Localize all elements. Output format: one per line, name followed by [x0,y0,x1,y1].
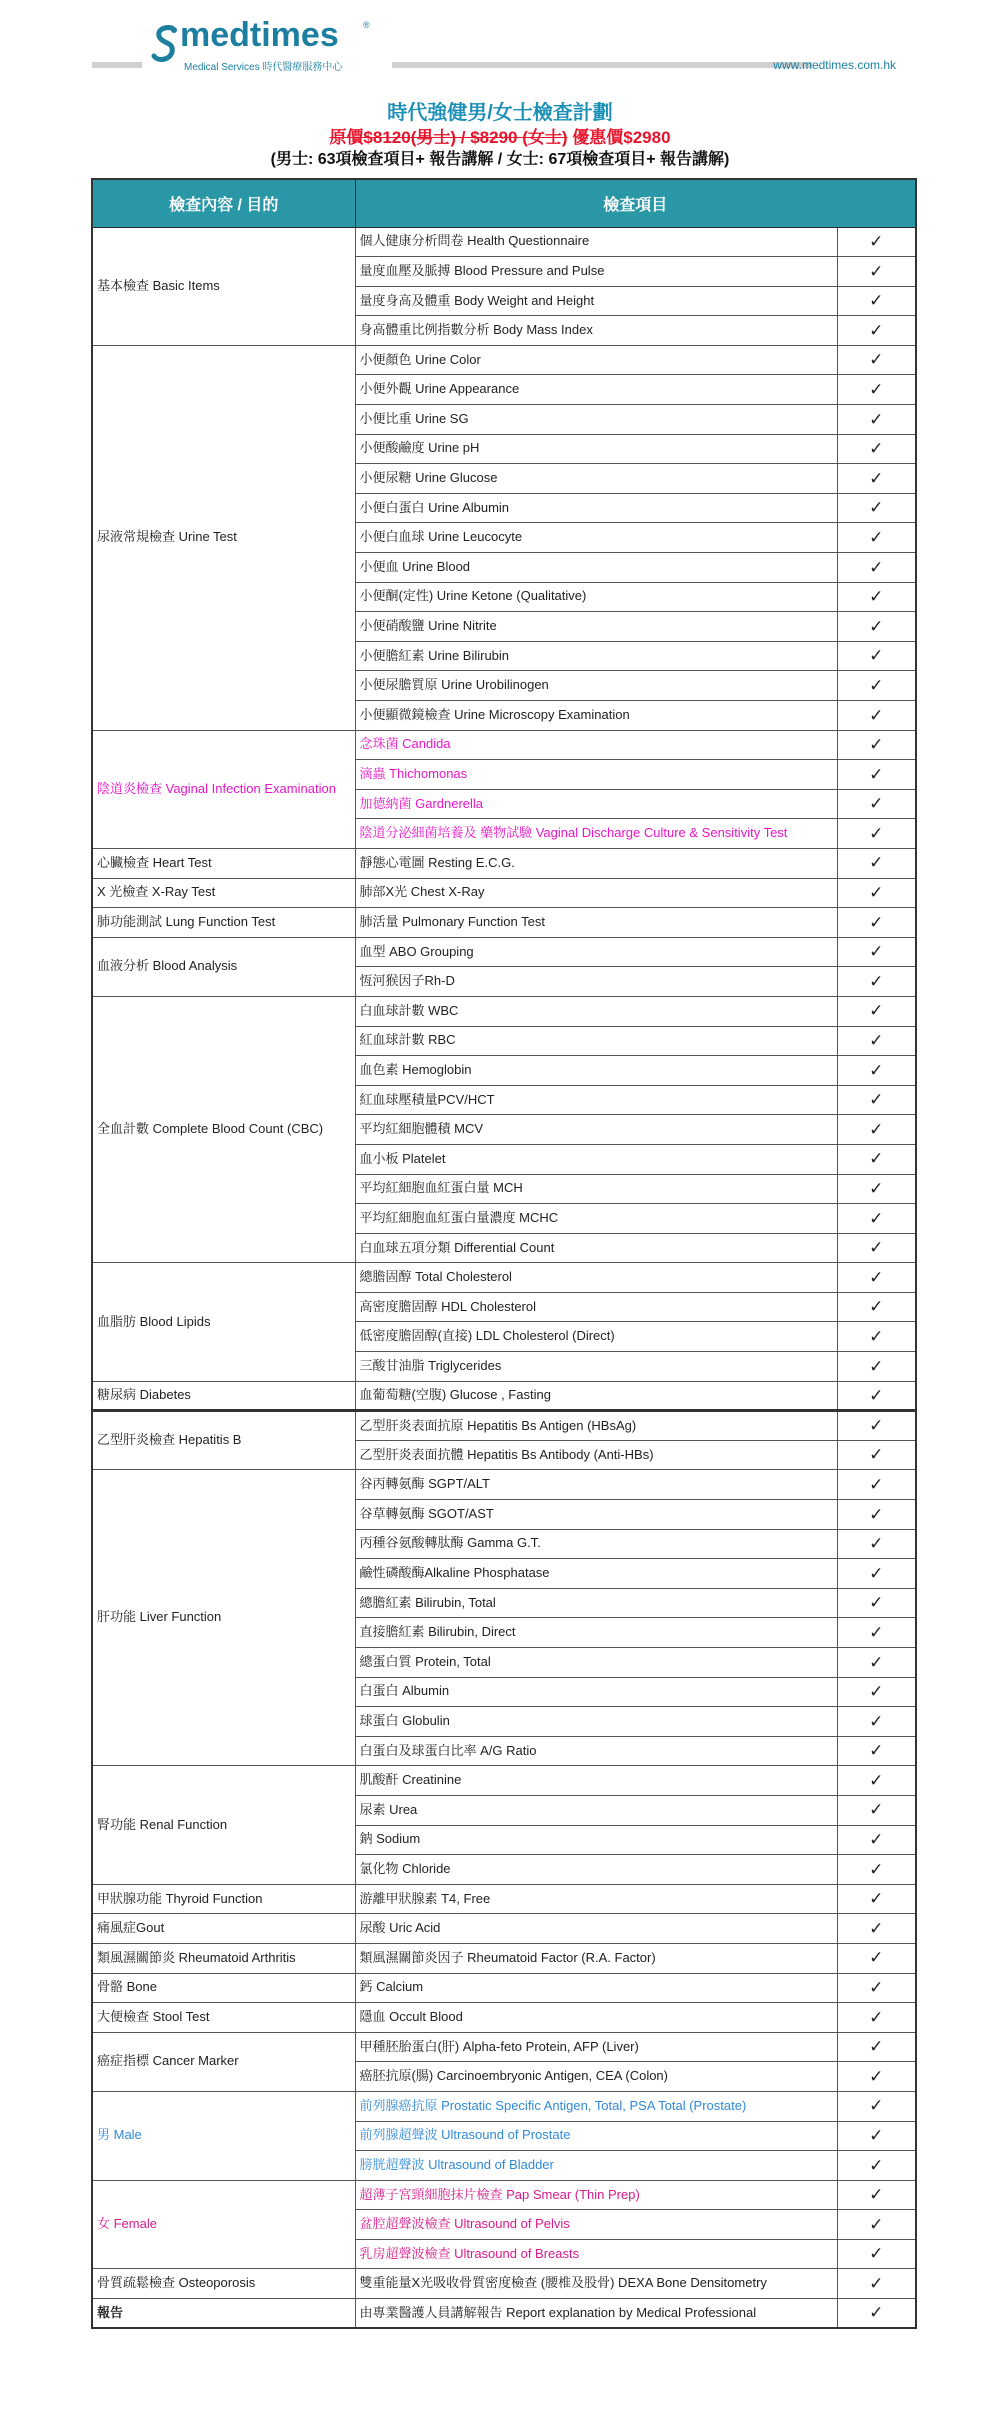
table-body [92,227,916,2328]
checkmark-icon: ✓ [837,2269,916,2299]
check-item-cell: 小便外觀 Urine Appearance [355,375,837,405]
checkmark-icon: ✓ [837,1529,916,1559]
checkmark-icon: ✓ [837,1470,916,1500]
checkmark-icon: ✓ [837,996,916,1026]
check-item-cell: 甲種胚胎蛋白(肝) Alpha-feto Protein, AFP (Liver) [355,2032,837,2062]
checkmark-icon: ✓ [837,2299,916,2329]
table-row [92,848,916,878]
checkmark-icon: ✓ [837,434,916,464]
table-row [92,1766,916,1796]
check-item-cell: 個人健康分析問卷 Health Questionnaire [355,227,837,257]
checkmark-icon: ✓ [837,701,916,731]
check-item-cell: 血色素 Hemoglobin [355,1056,837,1086]
check-item-cell: 血型 ABO Grouping [355,937,837,967]
checkmark-icon: ✓ [837,1292,916,1322]
table-row [92,996,916,1026]
original-price: 原價$8120(男士) / $8290 (女士) [329,128,568,147]
check-item-cell: 鹼性磷酸酶Alkaline Phosphatase [355,1559,837,1589]
checkmark-icon: ✓ [837,2210,916,2240]
check-item-cell: 由專業醫護人員講解報告 Report explanation by Medical Professional [355,2299,837,2329]
checkmark-icon: ✓ [837,1115,916,1145]
check-item-cell: 小便白血球 Urine Leucocyte [355,523,837,553]
checkmark-icon: ✓ [837,1144,916,1174]
checkmark-icon: ✓ [837,1943,916,1973]
table-row [92,1411,916,1441]
check-item-cell: 小便尿膽質原 Urine Urobilinogen [355,671,837,701]
check-item-cell: 直接膽紅素 Bilirubin, Direct [355,1618,837,1648]
check-item-cell: 加德納菌 Gardnerella [355,789,837,819]
check-item-cell: 高密度膽固醇 HDL Cholesterol [355,1292,837,1322]
checkmark-icon: ✓ [837,819,916,849]
check-item-cell: 前列腺癌抗原 Prostatic Specific Antigen, Total, PSA Total (Prostate) [355,2091,837,2121]
category-cell: 骨骼 Bone [92,1973,355,2003]
check-item-cell: 尿酸 Uric Acid [355,1914,837,1944]
category-cell: 男 Male [92,2091,355,2180]
check-item-cell: 隱血 Occult Blood [355,2003,837,2033]
header-rule-left [92,62,142,68]
check-item-cell: 乙型肝炎表面抗原 Hepatitis Bs Antigen (HBsAg) [355,1411,837,1441]
checkmark-icon: ✓ [837,789,916,819]
checkmark-icon: ✓ [837,405,916,435]
category-cell: 心臟檢查 Heart Test [92,848,355,878]
table-row [92,1973,916,2003]
check-item-cell: 鈉 Sodium [355,1825,837,1855]
checkmark-icon: ✓ [837,1973,916,2003]
check-item-cell: 游離甲狀腺素 T4, Free [355,1884,837,1914]
checkmark-icon: ✓ [837,908,916,938]
checkmark-icon: ✓ [837,1263,916,1293]
checkmark-icon: ✓ [837,2180,916,2210]
check-item-cell: 小便血 Urine Blood [355,553,837,583]
checkmark-icon: ✓ [837,1648,916,1678]
check-item-cell: 總蛋白質 Protein, Total [355,1648,837,1678]
check-item-cell: 氯化物 Chloride [355,1855,837,1885]
table-row [92,1381,916,1411]
check-item-cell: 小便酮(定性) Urine Ketone (Qualitative) [355,582,837,612]
check-item-cell: 尿素 Urea [355,1795,837,1825]
check-item-cell: 白蛋白 Albumin [355,1677,837,1707]
check-item-cell: 谷丙轉氨酶 SGPT/ALT [355,1470,837,1500]
category-cell: 基本檢查 Basic Items [92,227,355,345]
check-item-cell: 肺活量 Pulmonary Function Test [355,908,837,938]
table-row [92,2299,916,2329]
check-item-cell: 白血球五項分類 Differential Count [355,1233,837,1263]
check-item-cell: 三酸甘油脂 Triglycerides [355,1352,837,1382]
check-item-cell: 恆河猴因子Rh-D [355,967,837,997]
category-cell: 全血計數 Complete Blood Count (CBC) [92,996,355,1262]
table-header-row [92,179,916,227]
table-row [92,1884,916,1914]
check-item-cell: 前列腺超聲波 Ultrasound of Prostate [355,2121,837,2151]
check-item-cell: 超薄子宮頸細胞抹片檢查 Pap Smear (Thin Prep) [355,2180,837,2210]
checkmark-icon: ✓ [837,1085,916,1115]
checkmark-icon: ✓ [837,227,916,257]
category-cell: 血液分析 Blood Analysis [92,937,355,996]
category-cell: 報告 [92,2299,355,2329]
category-cell: 腎功能 Renal Function [92,1766,355,1884]
page-header [92,16,952,78]
table-row [92,1263,916,1293]
category-cell: 痛風症Gout [92,1914,355,1944]
table-row [92,1470,916,1500]
table-row [92,730,916,760]
checkmark-icon: ✓ [837,1677,916,1707]
table-row [92,227,916,257]
check-item-cell: 小便膽紅素 Urine Bilirubin [355,641,837,671]
checkmark-icon: ✓ [837,2091,916,2121]
category-cell: 大便檢查 Stool Test [92,2003,355,2033]
logo-subtitle: Medical Services 時代醫療服務中心 [184,62,343,73]
checkmark-icon: ✓ [837,493,916,523]
checkmark-icon: ✓ [837,286,916,316]
checkmark-icon: ✓ [837,1736,916,1766]
checkmark-icon: ✓ [837,1056,916,1086]
checkmark-icon: ✓ [837,1322,916,1352]
category-cell: 肝功能 Liver Function [92,1470,355,1766]
check-item-cell: 球蛋白 Globulin [355,1707,837,1737]
category-cell: 骨質疏鬆檢查 Osteoporosis [92,2269,355,2299]
checkmark-icon: ✓ [837,316,916,346]
header-rule-right [392,62,812,68]
check-item-cell: 平均紅細胞血紅蛋白量 MCH [355,1174,837,1204]
checkmark-icon: ✓ [837,1026,916,1056]
checkmark-icon: ✓ [837,1618,916,1648]
check-item-cell: 陰道分泌細菌培養及 藥物試驗 Vaginal Discharge Culture & Sensitivity Test [355,819,837,849]
check-item-cell: 癌胚抗原(腸) Carcinoembryonic Antigen, CEA (Colon) [355,2062,837,2092]
check-item-cell: 總膽固醇 Total Cholesterol [355,1263,837,1293]
check-item-cell: 平均紅細胞血紅蛋白量濃度 MCHC [355,1204,837,1234]
check-item-cell: 丙種谷氨酸轉肽酶 Gamma G.T. [355,1529,837,1559]
medtimes-logo[interactable] [150,16,410,76]
offer-price: 優惠價$2980 [572,128,671,147]
check-item-cell: 小便白蛋白 Urine Albumin [355,493,837,523]
checkmark-icon: ✓ [837,848,916,878]
checkmark-icon: ✓ [837,2003,916,2033]
checkmark-icon: ✓ [837,1381,916,1411]
checkmark-icon: ✓ [837,967,916,997]
category-cell: 糖尿病 Diabetes [92,1381,355,1411]
checkmark-icon: ✓ [837,2032,916,2062]
check-item-cell: 乙型肝炎表面抗體 Hepatitis Bs Antibody (Anti-HBs) [355,1440,837,1470]
logo-wordmark: medtimes [180,16,339,54]
check-item-cell: 白蛋白及球蛋白比率 A/G Ratio [355,1736,837,1766]
check-item-cell: 谷草轉氨酶 SGOT/AST [355,1500,837,1530]
check-item-cell: 身高體重比例指數分析 Body Mass Index [355,316,837,346]
check-item-cell: 平均紅細胞體積 MCV [355,1115,837,1145]
table-row [92,2003,916,2033]
checkmark-icon: ✓ [837,1855,916,1885]
checkmark-icon: ✓ [837,671,916,701]
column-header-category: 檢查內容 / 目的 [92,179,355,227]
check-item-cell: 量度血壓及脈搏 Blood Pressure and Pulse [355,257,837,287]
check-item-cell: 滴蟲 Thichomonas [355,760,837,790]
medtimes-logo-mark-icon [150,24,180,64]
checkmark-icon: ✓ [837,375,916,405]
column-header-items: 檢查項目 [355,179,916,227]
checkmark-icon: ✓ [837,345,916,375]
check-item-cell: 靜態心電圖 Resting E.C.G. [355,848,837,878]
check-item-cell: 小便尿糖 Urine Glucose [355,464,837,494]
checkmark-icon: ✓ [837,553,916,583]
checkmark-icon: ✓ [837,1825,916,1855]
checkmark-icon: ✓ [837,1914,916,1944]
check-item-cell: 小便顯微鏡檢查 Urine Microscopy Examination [355,701,837,731]
checkmark-icon: ✓ [837,730,916,760]
check-item-cell: 小便硝酸鹽 Urine Nitrite [355,612,837,642]
category-cell: 癌症指標 Cancer Marker [92,2032,355,2091]
category-cell: X 光檢查 X-Ray Test [92,878,355,908]
checkmark-icon: ✓ [837,464,916,494]
check-item-cell: 鈣 Calcium [355,1973,837,2003]
checkmark-icon: ✓ [837,257,916,287]
category-cell: 尿液常規檢查 Urine Test [92,345,355,730]
check-item-cell: 念珠菌 Candida [355,730,837,760]
plan-title: 時代強健男/女士檢查計劃 [387,102,613,124]
check-item-cell: 紅血球壓積量PCV/HCT [355,1085,837,1115]
checkmark-icon: ✓ [837,582,916,612]
table-row [92,908,916,938]
checkmark-icon: ✓ [837,523,916,553]
check-item-cell: 膀胱超聲波 Ultrasound of Bladder [355,2151,837,2181]
table-row [92,878,916,908]
check-item-cell: 量度身高及體重 Body Weight and Height [355,286,837,316]
checkmark-icon: ✓ [837,1174,916,1204]
checkmark-icon: ✓ [837,2121,916,2151]
registered-mark: ® [363,20,370,30]
checkmark-icon: ✓ [837,760,916,790]
check-item-cell: 小便酸鹼度 Urine pH [355,434,837,464]
table-row [92,2091,916,2121]
checkmark-icon: ✓ [837,2239,916,2269]
check-item-cell: 小便比重 Urine SG [355,405,837,435]
checkmark-icon: ✓ [837,878,916,908]
table-row [92,2032,916,2062]
check-item-cell: 肌酸酐 Creatinine [355,1766,837,1796]
check-item-cell: 雙重能量X光吸收骨質密度檢查 (腰椎及股骨) DEXA Bone Densitometry [355,2269,837,2299]
category-cell: 甲狀腺功能 Thyroid Function [92,1884,355,1914]
check-item-cell: 乳房超聲波檢查 Ultrasound of Breasts [355,2239,837,2269]
check-item-cell: 紅血球計數 RBC [355,1026,837,1056]
table-row [92,1943,916,1973]
checkmark-icon: ✓ [837,1707,916,1737]
checkmark-icon: ✓ [837,1204,916,1234]
checkmark-icon: ✓ [837,612,916,642]
plan-note: (男士: 63項檢查項目+ 報告講解 / 女士: 67項檢查項目+ 報告講解) [270,151,730,168]
table-row [92,345,916,375]
check-item-cell: 白血球計數 WBC [355,996,837,1026]
check-item-cell: 低密度膽固醇(直接) LDL Cholesterol (Direct) [355,1322,837,1352]
checkmark-icon: ✓ [837,1233,916,1263]
table-row [92,2269,916,2299]
checkmark-icon: ✓ [837,1440,916,1470]
checkmark-icon: ✓ [837,2151,916,2181]
check-item-cell: 盆腔超聲波檢查 Ultrasound of Pelvis [355,2210,837,2240]
checkmark-icon: ✓ [837,1884,916,1914]
check-item-cell: 肺部X光 Chest X-Ray [355,878,837,908]
checkmark-icon: ✓ [837,641,916,671]
checkmark-icon: ✓ [837,1588,916,1618]
checkmark-icon: ✓ [837,1559,916,1589]
check-item-cell: 血葡萄糖(空腹) Glucose , Fasting [355,1381,837,1411]
checkmark-icon: ✓ [837,1500,916,1530]
checkmark-icon: ✓ [837,1411,916,1441]
table-row [92,2180,916,2210]
check-item-cell: 小便顏色 Urine Color [355,345,837,375]
category-cell: 女 Female [92,2180,355,2269]
checkmark-icon: ✓ [837,2062,916,2092]
check-item-cell: 血小板 Platelet [355,1144,837,1174]
category-cell: 陰道炎檢查 Vaginal Infection Examination [92,730,355,848]
category-cell: 乙型肝炎檢查 Hepatitis B [92,1411,355,1470]
table-row [92,1914,916,1944]
table-row [92,937,916,967]
category-cell: 血脂肪 Blood Lipids [92,1263,355,1381]
check-plan-table [91,178,917,2329]
category-cell: 類風濕關節炎 Rheumatoid Arthritis [92,1943,355,1973]
checkmark-icon: ✓ [837,1766,916,1796]
check-item-cell: 類風濕關節炎因子 Rheumatoid Factor (R.A. Factor) [355,1943,837,1973]
checkmark-icon: ✓ [837,1795,916,1825]
check-item-cell: 總膽紅素 Bilirubin, Total [355,1588,837,1618]
website-link[interactable]: www.medtimes.com.hk [773,58,896,72]
plan-price [0,123,1000,148]
category-cell: 肺功能測試 Lung Function Test [92,908,355,938]
checkmark-icon: ✓ [837,1352,916,1382]
checkmark-icon: ✓ [837,937,916,967]
